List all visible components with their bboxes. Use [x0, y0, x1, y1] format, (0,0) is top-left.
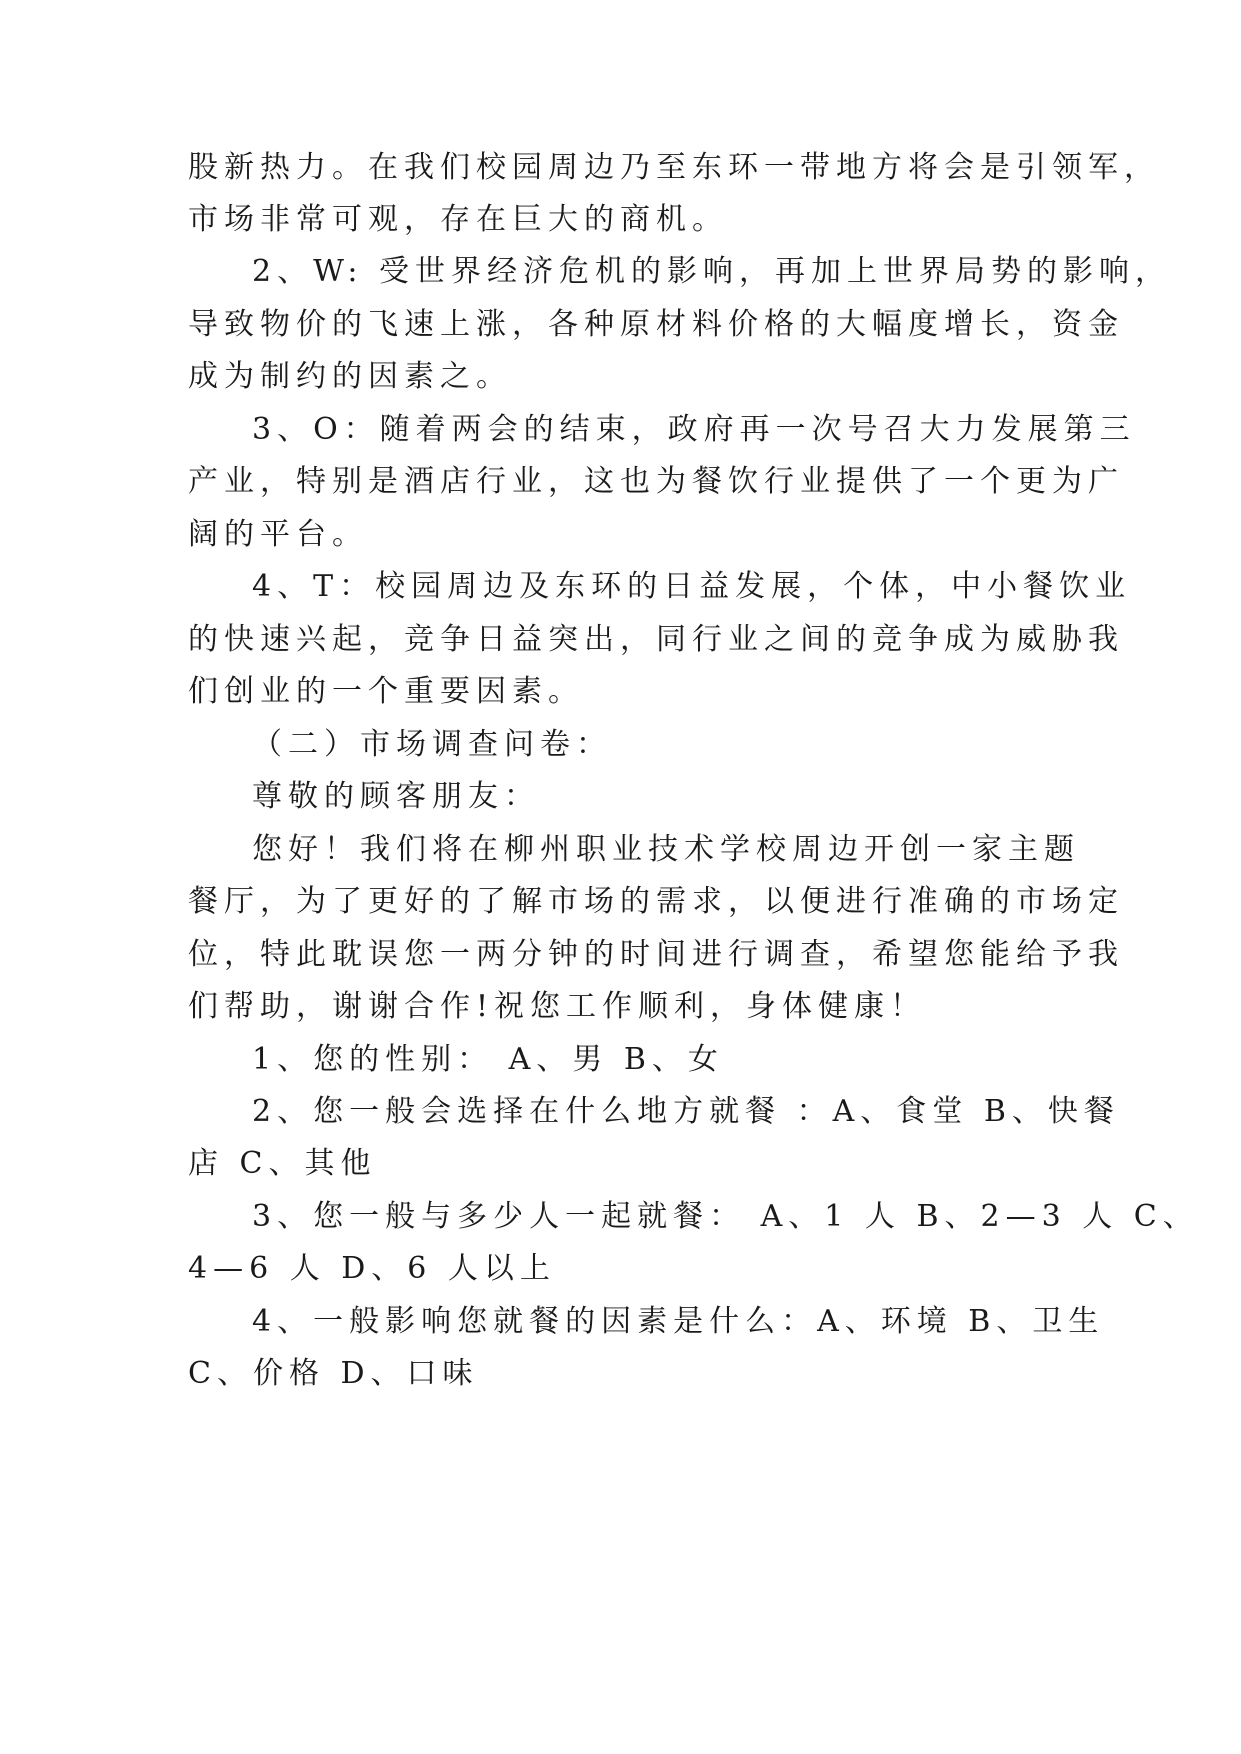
- paragraph-line: 餐厅，为了更好的了解市场的需求，以便进行准确的市场定: [188, 884, 1124, 919]
- paragraph-line: 们创业的一个重要因素。: [188, 674, 584, 709]
- question-line: 1、您的性别： A、男 B、女: [252, 1042, 724, 1077]
- paragraph-line: 位，特此耽误您一两分钟的时间进行调查，希望您能给予我: [188, 937, 1124, 972]
- paragraph-line: 2、W: 受世界经济危机的影响，再加上世界局势的影响，: [252, 254, 1171, 289]
- question-line: 4、一般影响您就餐的因素是什么：A、环境 B、卫生: [252, 1304, 1105, 1339]
- paragraph-line: 产业，特别是酒店行业，这也为餐饮行业提供了一个更为广: [188, 464, 1124, 499]
- paragraph-line: 3、O：随着两会的结束，政府再一次号召大力发展第三: [252, 412, 1136, 447]
- paragraph-line: 股新热力。在我们校园周边乃至东环一带地方将会是引领军，: [188, 150, 1160, 185]
- paragraph-line: 市场非常可观，存在巨大的商机。: [188, 202, 728, 237]
- paragraph-line: 导致物价的飞速上涨，各种原材料价格的大幅度增长，资金: [188, 307, 1124, 342]
- section-heading: （二）市场调查问卷：: [252, 727, 612, 762]
- salutation: 尊敬的顾客朋友：: [252, 779, 540, 814]
- paragraph-line: 的快速兴起，竞争日益突出，同行业之间的竞争成为威胁我: [188, 622, 1124, 657]
- paragraph-line: 4、T：校园周边及东环的日益发展，个体，中小餐饮业: [252, 569, 1132, 604]
- paragraph-line: 们帮助，谢谢合作!祝您工作顺利，身体健康！: [188, 989, 927, 1024]
- paragraph-line: 您好！我们将在柳州职业技术学校周边开创一家主题: [252, 832, 1080, 867]
- paragraph-line: 成为制约的因素之。: [188, 359, 512, 394]
- question-line: 4—6 人 D、6 人以上: [188, 1251, 556, 1286]
- question-line: 店 C、其他: [188, 1146, 377, 1181]
- question-line: C、价格 D、口味: [188, 1356, 479, 1391]
- question-line: 3、您一般与多少人一起就餐： A、1 人 B、2—3 人 C、: [252, 1199, 1199, 1234]
- question-line: 2、您一般会选择在什么地方就餐 ：A、食堂 B、快餐: [252, 1094, 1120, 1129]
- paragraph-line: 阔的平台。: [188, 517, 368, 552]
